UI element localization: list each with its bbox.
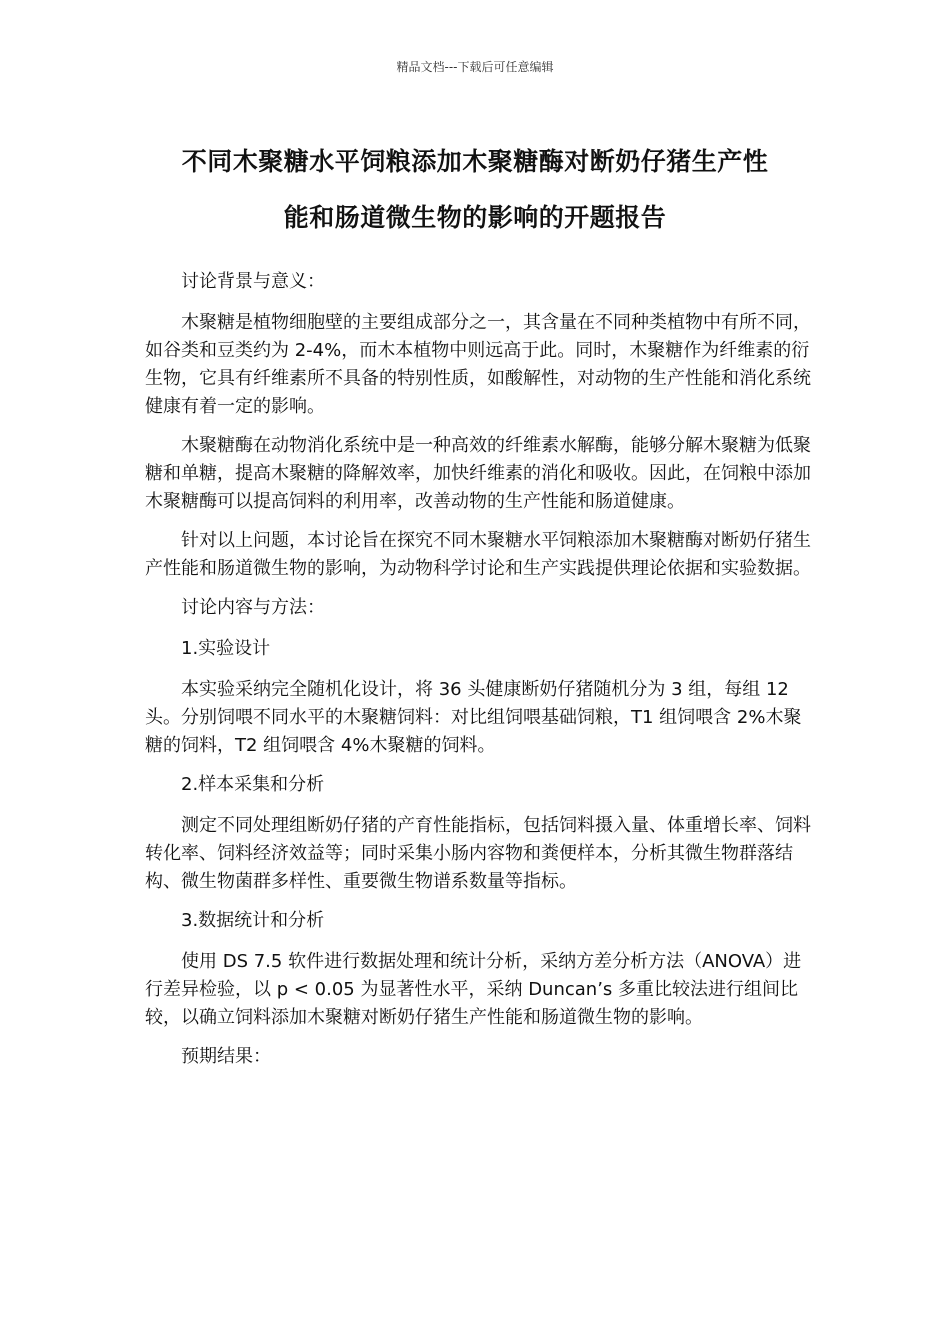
subheading-statistics: 3.数据统计和分析 [181, 910, 325, 931]
paragraph-objective: 针对以上问题，本讨论旨在探究不同木聚糖水平饲粮添加木聚糖酶对断奶仔猪生产性能和肠道微生物的影响，为动物科学讨论和生产实践提供理论依据和实验数据。 [145, 530, 811, 579]
paragraph-xylan-intro: 木聚糖是植物细胞壁的主要组成部分之一，其含量在不同种类植物中有所不同，如谷类和豆类约为 2-4%，而木本植物中则远高于此。同时，木聚糖作为纤维素的衍生物，它具有纤维素所不具备的特别性质，如酸解性，对动物的生产性能和消化系统健康有着一定的影响。 [145, 312, 811, 417]
page-header: 精品文档---下载后可任意编辑 [396, 60, 554, 74]
paragraph-sampling: 测定不同处理组断奶仔猪的产育性能指标，包括饲料摄入量、体重增长率、饲料转化率、饲料经济效益等；同时采集小肠内容物和粪便样本，分析其微生物群落结构、微生物菌群多样性、重要微生物谱系数量等指标。 [145, 815, 811, 892]
paragraph-experiment-design: 本实验采纳完全随机化设计，将 36 头健康断奶仔猪随机分为 3 组，每组 12 头。分别饲喂不同水平的木聚糖饲料：对比组饲喂基础饲粮，T1 组饲喂含 2%木聚糖的饲料，T2 组饲喂含 4%木聚糖的饲料。 [145, 679, 802, 756]
title-line-2: 能和肠道微生物的影响的开题报告 [283, 203, 667, 232]
paragraph-xylanase: 木聚糖酶在动物消化系统中是一种高效的纤维素水解酶，能够分解木聚糖为低聚糖和单糖，提高木聚糖的降解效率，加快纤维素的消化和吸收。因此，在饲粮中添加木聚糖酶可以提高饲料的利用率，改善动物的生产性能和肠道健康。 [145, 435, 811, 512]
section-heading-methods: 讨论内容与方法： [181, 597, 325, 618]
subheading-experiment-design: 1.实验设计 [181, 638, 271, 659]
document-title [100, 134, 850, 246]
title-line-1: 不同木聚糖水平饲粮添加木聚糖酶对断奶仔猪生产性 [181, 147, 769, 176]
subheading-sampling: 2.样本采集和分析 [181, 774, 325, 795]
section-heading-expected-results: 预期结果： [181, 1046, 271, 1067]
section-heading-background: 讨论背景与意义： [181, 271, 325, 292]
paragraph-statistics: 使用 DS 7.5 软件进行数据处理和统计分析，采纳方差分析方法（ANOVA）进行差异检验，以 p < 0.05 为显著性水平，采纳 Duncan’s 多重比较法进行组间比较，以确立饲料添加木聚糖对断奶仔猪生产性能和肠道微生物的影响。 [145, 951, 802, 1028]
document-body [145, 268, 815, 1084]
